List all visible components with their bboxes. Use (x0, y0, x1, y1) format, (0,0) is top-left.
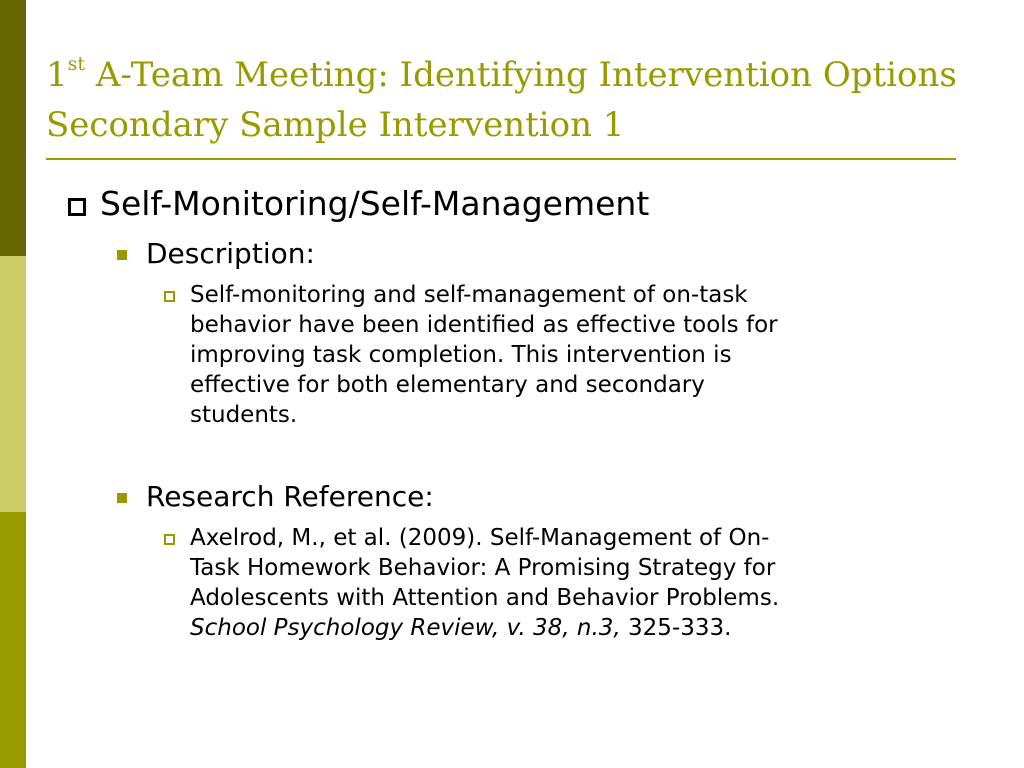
slide-title (46, 50, 1016, 150)
square-bullet-icon (117, 493, 127, 503)
title-superscript: st (67, 52, 86, 75)
journal-name: School Psychology Review, v. 38, n.3, (190, 615, 621, 641)
description-line: improving task completion. This intervention is (190, 342, 732, 368)
reference-line: Adolescents with Attention and Behavior Problems. (190, 585, 780, 611)
reference-line: Axelrod, M., et al. (2009). Self-Management of On- (190, 525, 770, 551)
title-line-1 (46, 50, 1016, 100)
description-line: behavior have been identified as effective tools for (190, 312, 778, 338)
reference-line: Task Homework Behavior: A Promising Strategy for (190, 555, 776, 581)
square-bullet-icon (117, 250, 127, 260)
sidebar-segment-mid (0, 512, 26, 768)
main-heading: Self-Monitoring/Self-Management (100, 184, 650, 223)
reference-text (190, 523, 980, 643)
small-hollow-bullet-icon (164, 291, 175, 302)
hollow-square-bullet-icon (68, 198, 86, 216)
title-line-2: Secondary Sample Intervention 1 (46, 105, 625, 145)
page-range: 325-333. (620, 615, 732, 641)
description-text (190, 280, 980, 430)
description-line: Self-monitoring and self-management of on-task (190, 282, 748, 308)
small-hollow-bullet-icon (164, 534, 175, 545)
sidebar-segment-dark (0, 0, 26, 256)
sidebar-bar (0, 0, 26, 768)
description-line: students. (190, 402, 298, 428)
description-label: Description: (146, 237, 315, 270)
reference-label: Research Reference: (146, 480, 434, 513)
title-divider (46, 158, 956, 160)
sidebar-segment-light (0, 256, 26, 512)
reference-citation (190, 613, 980, 643)
title-number: 1 (46, 55, 68, 95)
description-line: effective for both elementary and secondary (190, 372, 705, 398)
title-text: A-Team Meeting: Identifying Intervention Options (85, 55, 957, 95)
